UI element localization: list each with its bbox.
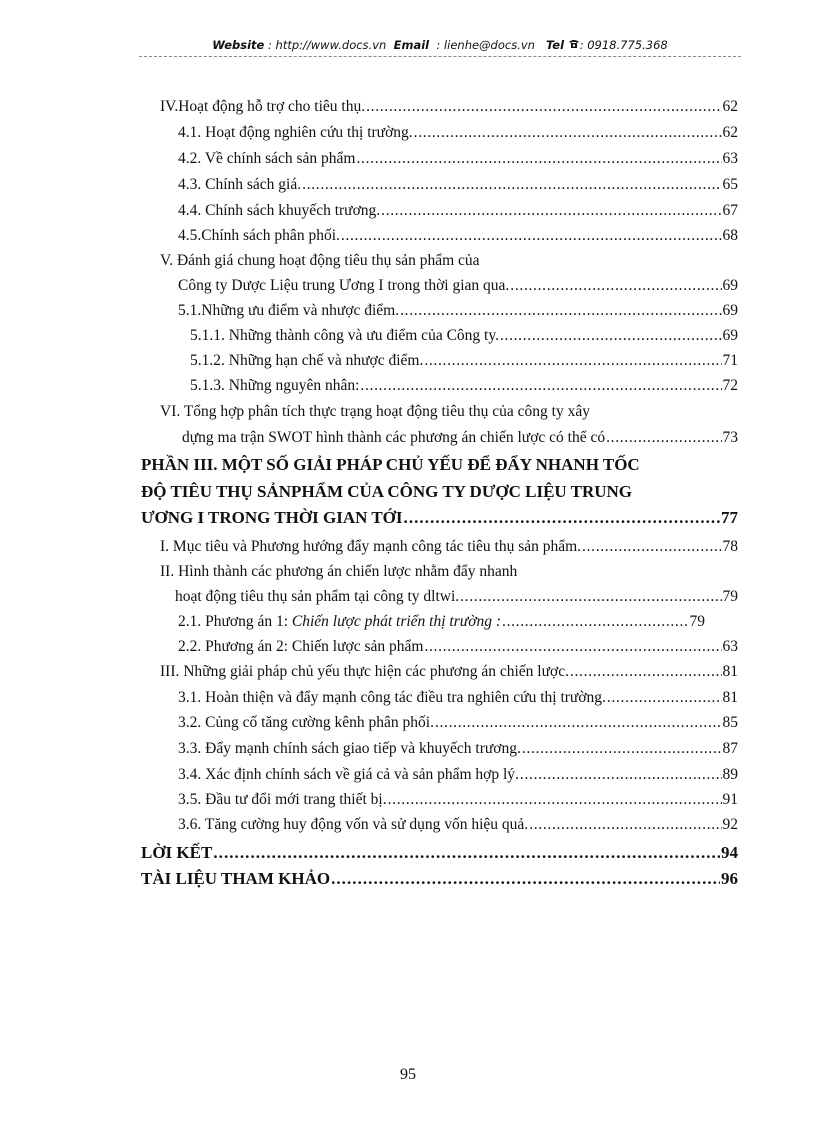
toc-entry-title: 3.2. Củng cố tăng cường kênh phân phối. [178, 714, 434, 731]
toc-entry-title: I. Mục tiêu và Phương hướng đẩy mạnh công tác tiêu thụ sản phẩm. [160, 538, 582, 555]
toc-entry[interactable] [178, 739, 738, 759]
toc-entry[interactable] [178, 637, 738, 657]
toc-leader-dots [607, 688, 722, 708]
toc-entry-page: 92 [722, 816, 738, 833]
toc-entry-page: 72 [722, 377, 738, 394]
toc-entry-title: 5.1.3. Những nguyên nhân: [190, 377, 360, 394]
toc-entry-title: 3.5. Đầu tư đổi mới trang thiết bị. [178, 791, 387, 808]
tel-label: Tel [545, 38, 565, 52]
toc-entry-page: 67 [722, 202, 738, 219]
toc-entry-page: 63 [722, 638, 738, 655]
toc-entry-page: 63 [722, 150, 738, 167]
toc-entry-title: 5.1.Những ưu điểm và nhược điểm. [178, 302, 400, 319]
website-label: Website [212, 38, 265, 52]
toc-entry-title: 5.1.2. Những hạn chế và nhược điểm. [190, 352, 424, 369]
toc-leader-dots [400, 301, 721, 321]
toc-entry[interactable] [178, 149, 738, 169]
toc-leader-dots [424, 351, 721, 371]
toc-entry[interactable] [178, 226, 738, 246]
toc-entry-title: 3.4. Xác định chính sách về giá cả và sản phẩm hợp lý. [178, 766, 519, 783]
toc-entry-title-line: VI. Tổng hợp phân tích thực trạng hoạt động tiêu thụ của công ty xây [160, 403, 590, 420]
toc-leader-dots [529, 815, 721, 835]
toc-entry-page: 85 [722, 714, 738, 731]
toc-entry-title [178, 612, 501, 632]
toc-entry[interactable] [141, 843, 738, 863]
toc-entry-page: 78 [722, 538, 738, 555]
toc-entry-title: III. Những giải pháp chủ yếu thực hiện các phương án chiến lược. [160, 663, 569, 680]
toc-entry-title: 4.2. Về chính sách sản phẩm [178, 150, 356, 167]
toc-leader-dots [341, 226, 722, 246]
toc-entry-title: 3.1. Hoàn thiện và đẩy mạnh công tác điều tra nghiên cứu thị trường. [178, 689, 606, 706]
toc-entry-title: 3.3. Đẩy mạnh chính sách giao tiếp và khuyếch trương. [178, 740, 521, 757]
toc-entry[interactable] [190, 376, 738, 396]
toc-entry-page: 69 [722, 302, 738, 319]
toc-entry-title-line: V. Đánh giá chung hoạt động tiêu thụ sản phẩm của [160, 252, 480, 269]
toc-entry-page: 89 [722, 766, 738, 783]
toc-entry[interactable] [160, 537, 738, 557]
toc-entry-page: 62 [722, 98, 738, 115]
toc-entry-page: 96 [721, 869, 738, 888]
toc-entry-page: 68 [722, 227, 738, 244]
toc-entry-page: 94 [721, 843, 738, 862]
toc-leader-dots [460, 587, 721, 607]
email-value[interactable]: : lienhe@docs.vn [436, 38, 535, 52]
toc-entry-title-italic: Chiến lược phát triển thị trường : [291, 613, 502, 630]
toc-entry-page: 79 [689, 613, 705, 630]
toc-entry[interactable] [160, 97, 738, 117]
toc-entry[interactable] [178, 175, 738, 195]
toc-entry[interactable] [178, 276, 738, 296]
toc-entry-page: 69 [722, 277, 738, 294]
toc-entry-title: 4.5.Chính sách phân phối. [178, 227, 340, 244]
section-title-line: ĐỘ TIÊU THỤ SẢNPHẨM CỦA CÔNG TY DƯỢC LIỆU TRUNG [141, 482, 633, 501]
toc-leader-dots [502, 612, 688, 632]
toc-leader-dots [570, 662, 722, 682]
toc-entry[interactable] [178, 301, 738, 321]
toc-leader-dots [510, 276, 721, 296]
toc-entry[interactable] [141, 869, 738, 889]
toc-entry-title: IV.Hoạt động hỗ trợ cho tiêu thụ. [160, 98, 366, 115]
toc-leader-dots [357, 149, 722, 169]
toc-entry-title: Công ty Dược Liệu trung Ương I trong thời gian qua. [178, 277, 510, 294]
tel-value: : 0918.775.368 [579, 38, 668, 52]
toc-leader-dots [606, 428, 721, 448]
toc-entry-title: dựng ma trận SWOT hình thành các phương án chiến lược có thể có [182, 429, 606, 446]
toc-leader-dots [302, 175, 721, 195]
toc-leader-dots [424, 637, 721, 657]
toc-entry-page: 77 [721, 508, 738, 527]
page-number: 95 [400, 1066, 416, 1083]
toc-entry-page: 79 [722, 588, 738, 605]
toc-leader-dots [404, 508, 720, 528]
toc-entry[interactable] [178, 815, 738, 835]
toc-leader-dots [522, 739, 722, 759]
toc-leader-dots [213, 843, 720, 863]
toc-entry-page: 81 [722, 689, 738, 706]
toc-entry-title: 3.6. Tăng cường huy động vốn và sử dụng vốn hiệu quả. [178, 816, 529, 833]
toc-entry-title: 4.3. Chính sách giá. [178, 176, 302, 193]
toc-leader-dots [435, 713, 722, 733]
toc-leader-dots [360, 376, 721, 396]
toc-leader-dots [582, 537, 721, 557]
toc-entry-title-line: II. Hình thành các phương án chiến lược nhằm đẩy nhanh [160, 563, 518, 580]
toc-entry-title: 4.4. Chính sách khuyếch trương. [178, 202, 381, 219]
toc-entry-title: 4.1. Hoạt động nghiên cứu thị trường. [178, 124, 413, 141]
toc-entry-page: 71 [722, 352, 738, 369]
toc-entry[interactable] [190, 351, 738, 371]
toc-entry[interactable] [178, 765, 738, 785]
toc-entry[interactable] [182, 428, 738, 448]
toc-leader-dots [331, 869, 720, 889]
toc-entry-title: LỜI KẾT [141, 843, 213, 862]
toc-leader-dots [388, 790, 722, 810]
toc-entry[interactable] [141, 508, 738, 528]
toc-entry[interactable] [178, 612, 705, 632]
toc-entry[interactable] [160, 662, 738, 682]
toc-leader-dots [500, 326, 722, 346]
toc-entry[interactable] [190, 326, 738, 346]
toc-entry-page: 62 [722, 124, 738, 141]
toc-leader-dots [520, 765, 722, 785]
toc-entry-title: ƯƠNG I TRONG THỜI GIAN TỚI [141, 508, 403, 527]
toc-entry-page: 73 [722, 429, 738, 446]
toc-entry[interactable] [178, 688, 738, 708]
toc-entry-page: 87 [722, 740, 738, 757]
toc-entry[interactable] [178, 201, 738, 221]
website-value[interactable]: : http://www.docs.vn [268, 38, 387, 52]
toc-entry-title: 5.1.1. Những thành công và ưu điểm của Công ty. [190, 327, 499, 344]
section-title-line: PHẦN III. MỘT SỐ GIẢI PHÁP CHỦ YẾU ĐỂ ĐẨY NHANH TỐC [141, 455, 640, 474]
toc-entry[interactable] [178, 123, 738, 143]
toc-leader-dots [414, 123, 722, 143]
toc-entry-title: TÀI LIỆU THAM KHẢO [141, 869, 331, 888]
toc-entry-page: 91 [722, 791, 738, 808]
toc-leader-dots [381, 201, 721, 221]
toc-leader-dots [366, 97, 721, 117]
toc-entry-page: 69 [722, 327, 738, 344]
toc-entry-page: 81 [722, 663, 738, 680]
toc-entry-title: hoạt động tiêu thụ sản phẩm tại công ty dltwi. [175, 588, 460, 605]
toc-entry-title-plain: 2.1. Phương án 1: [178, 613, 292, 630]
toc-entry[interactable] [178, 790, 738, 810]
toc-entry[interactable] [175, 587, 738, 607]
toc-entry[interactable] [178, 713, 738, 733]
toc-entry-title: 2.2. Phương án 2: Chiến lược sản phẩm [178, 638, 424, 655]
toc-entry-page: 65 [722, 176, 738, 193]
email-label: Email [393, 38, 430, 52]
